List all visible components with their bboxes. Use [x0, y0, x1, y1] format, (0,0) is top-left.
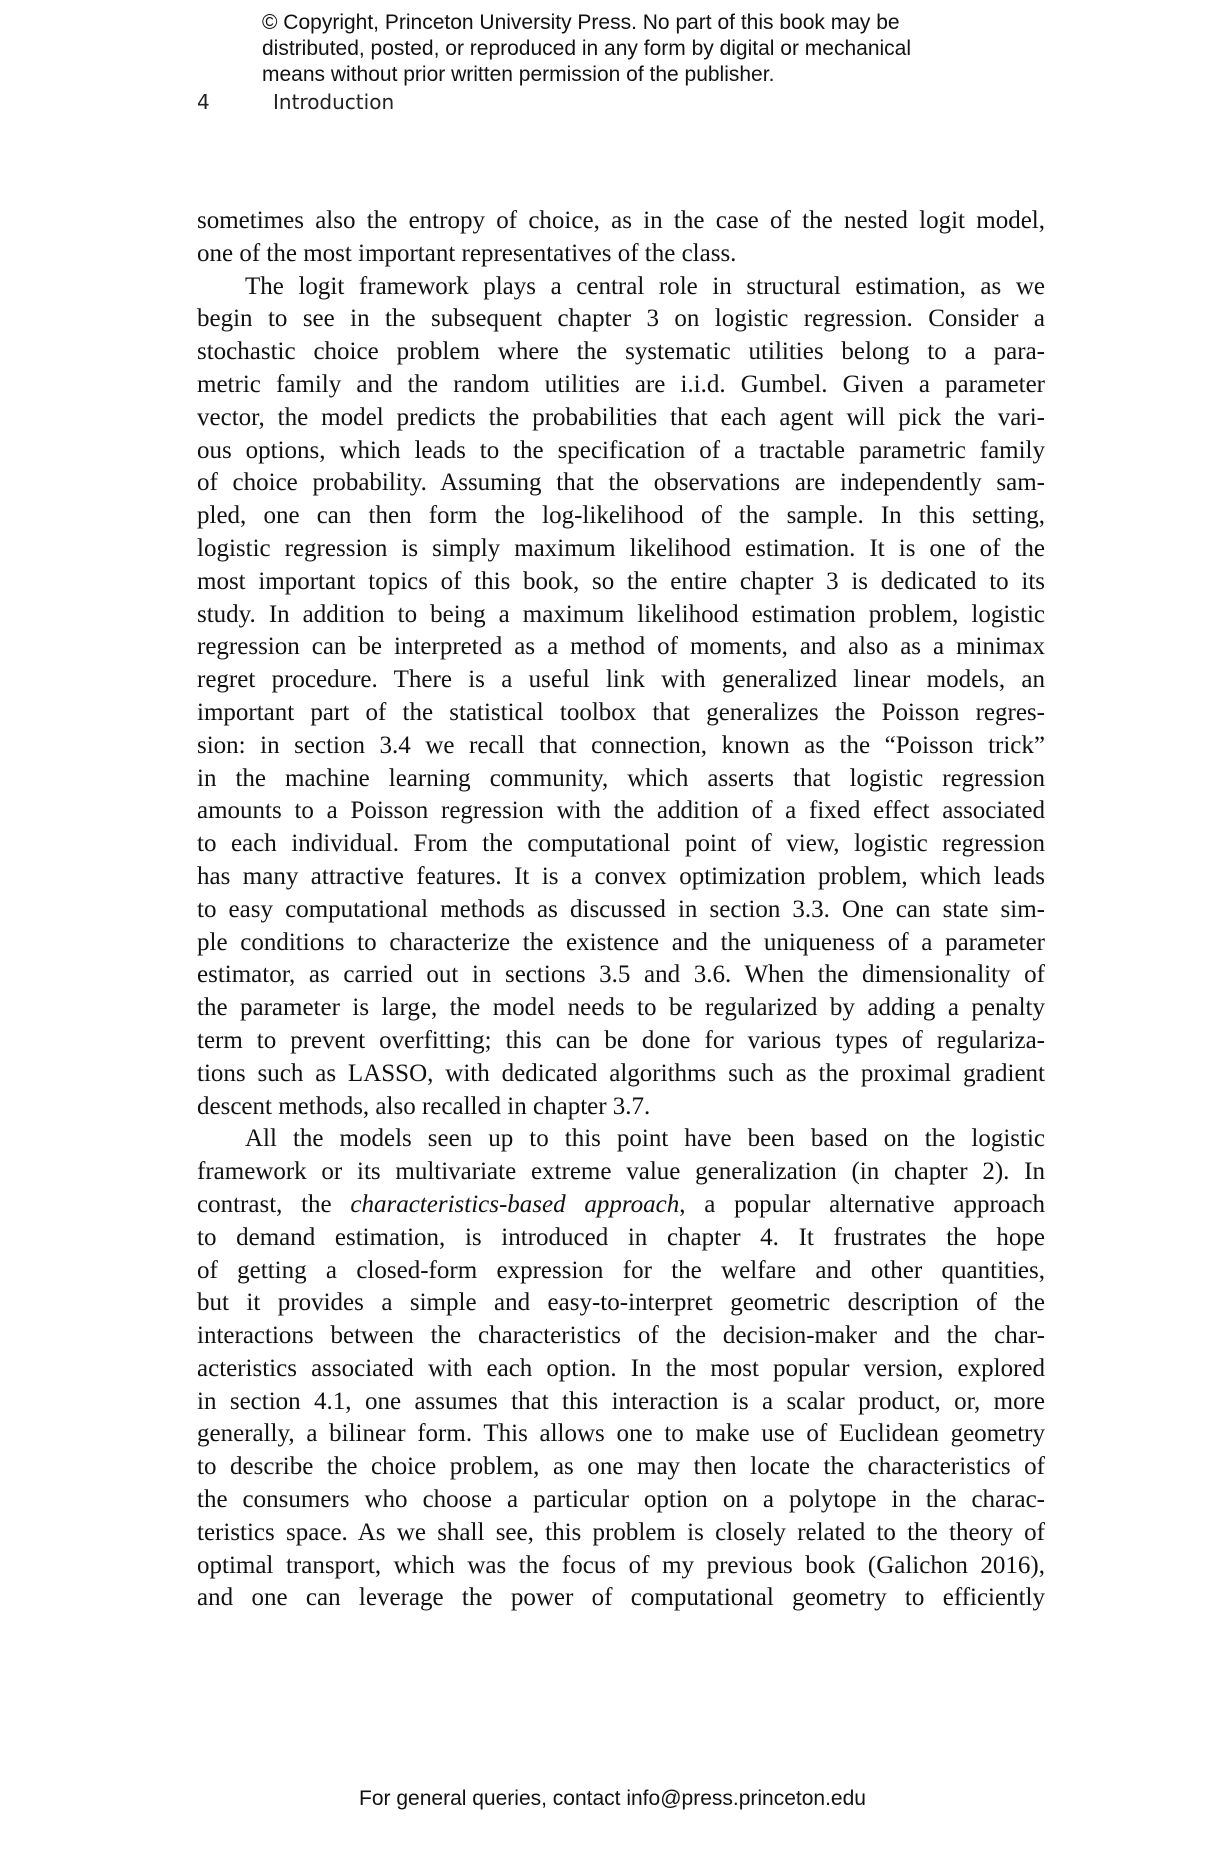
text-line: vector, the model predicts the probabilities that each agent will pick the vari-: [197, 403, 1045, 431]
text-line: to easy computational methods as discussed in section 3.3. One can state sim-: [197, 895, 1045, 923]
text-line: but it provides a simple and easy-to-interpret geometric description of the: [197, 1289, 1045, 1317]
section-title: Introduction: [273, 90, 395, 114]
text-line: and one can leverage the power of computational geometry to efficiently: [197, 1584, 1045, 1612]
text-line: sion: in section 3.4 we recall that connection, known as the “Poisson trick”: [197, 731, 1045, 759]
text-line: sometimes also the entropy of choice, as in the case of the nested logit model,: [197, 207, 1045, 234]
emphasized-term: characteristics-based approach: [350, 1190, 680, 1218]
text-line: tions such as LASSO, with dedicated algorithms such as the proximal gradient: [197, 1059, 1045, 1087]
text-line: regret procedure. There is a useful link with generalized linear models, an: [197, 666, 1045, 694]
text-line: regression can be interpreted as a method of moments, and also as a minimax: [197, 633, 1045, 661]
text-line: amounts to a Poisson regression with the addition of a fixed effect associated: [197, 797, 1045, 825]
running-head: [0, 90, 1225, 120]
copyright-line: distributed, posted, or reproduced in any form by digital or mechanical: [262, 37, 912, 60]
text-line: most important topics of this book, so the entire chapter 3 is dedicated to its: [197, 567, 1045, 595]
text-line: optimal transport, which was the focus of my previous book (Galichon 2016),: [197, 1551, 1045, 1579]
text-line-with-emphasis: [197, 1189, 1045, 1222]
text-line: The logit framework plays a central role in structural estimation, as we: [245, 272, 1045, 300]
text-line: estimator, as carried out in sections 3.5 and 3.6. When the dimensionality of: [197, 961, 1045, 989]
text-line: to demand estimation, is introduced in chapter 4. It frustrates the hope: [197, 1223, 1045, 1251]
copyright-line: © Copyright, Princeton University Press. No part of this book may be: [262, 11, 900, 34]
text-segment: , a popular alternative approach: [679, 1190, 1045, 1218]
text-line: study. In addition to being a maximum likelihood estimation problem, logistic: [197, 600, 1045, 628]
text-line: begin to see in the subsequent chapter 3 on logistic regression. Consider a: [197, 305, 1045, 333]
text-line: interactions between the characteristics of the decision-maker and the char-: [197, 1322, 1045, 1350]
text-segment: contrast, the: [197, 1190, 351, 1218]
copyright-line: means without prior written permission of the publisher.: [262, 63, 775, 86]
text-line: has many attractive features. It is a convex optimization problem, which leads: [197, 862, 1045, 890]
text-line: in section 4.1, one assumes that this interaction is a scalar product, or, more: [197, 1387, 1045, 1415]
text-line: the consumers who choose a particular option on a polytope in the charac-: [197, 1486, 1045, 1514]
text-line: acteristics associated with each option. In the most popular version, explored: [197, 1354, 1045, 1382]
text-line: in the machine learning community, which asserts that logistic regression: [197, 764, 1045, 792]
text-line: stochastic choice problem where the systematic utilities belong to a para-: [197, 338, 1045, 366]
text-line: term to prevent overfitting; this can be done for various types of regulariza-: [197, 1026, 1045, 1054]
text-line: All the models seen up to this point have been based on the logistic: [245, 1125, 1045, 1153]
text-line: teristics space. As we shall see, this problem is closely related to the theory of: [197, 1518, 1045, 1546]
text-line: generally, a bilinear form. This allows one to make use of Euclidean geometry: [197, 1420, 1045, 1448]
text-line: to describe the choice problem, as one may then locate the characteristics of: [197, 1453, 1045, 1481]
text-line: ous options, which leads to the specification of a tractable parametric family: [197, 436, 1045, 464]
text-line: to each individual. From the computational point of view, logistic regression: [197, 830, 1045, 858]
text-line: metric family and the random utilities are i.i.d. Gumbel. Given a parameter: [197, 370, 1045, 398]
text-line: pled, one can then form the log-likelihood of the sample. In this setting,: [197, 502, 1045, 530]
text-line: framework or its multivariate extreme value generalization (in chapter 2). In: [197, 1158, 1045, 1186]
text-line: the parameter is large, the model needs to be regularized by adding a penalty: [197, 994, 1045, 1022]
page-number: 4: [197, 90, 210, 114]
text-line: one of the most important representatives of the class.: [197, 239, 737, 267]
text-line: of choice probability. Assuming that the observations are independently sam-: [197, 469, 1045, 497]
text-line: of getting a closed-form expression for the welfare and other quantities,: [197, 1256, 1045, 1284]
text-line: ple conditions to characterize the existence and the uniqueness of a parameter: [197, 928, 1045, 956]
body-text: [197, 205, 1045, 1615]
text-line: descent methods, also recalled in chapter 3.7.: [197, 1092, 651, 1120]
text-line: important part of the statistical toolbox that generalizes the Poisson regres-: [197, 698, 1045, 726]
text-line: logistic regression is simply maximum likelihood estimation. It is one of the: [197, 534, 1045, 562]
footer-contact: For general queries, contact info@press.princeton.edu: [359, 1787, 866, 1810]
copyright-notice: [262, 10, 1022, 88]
